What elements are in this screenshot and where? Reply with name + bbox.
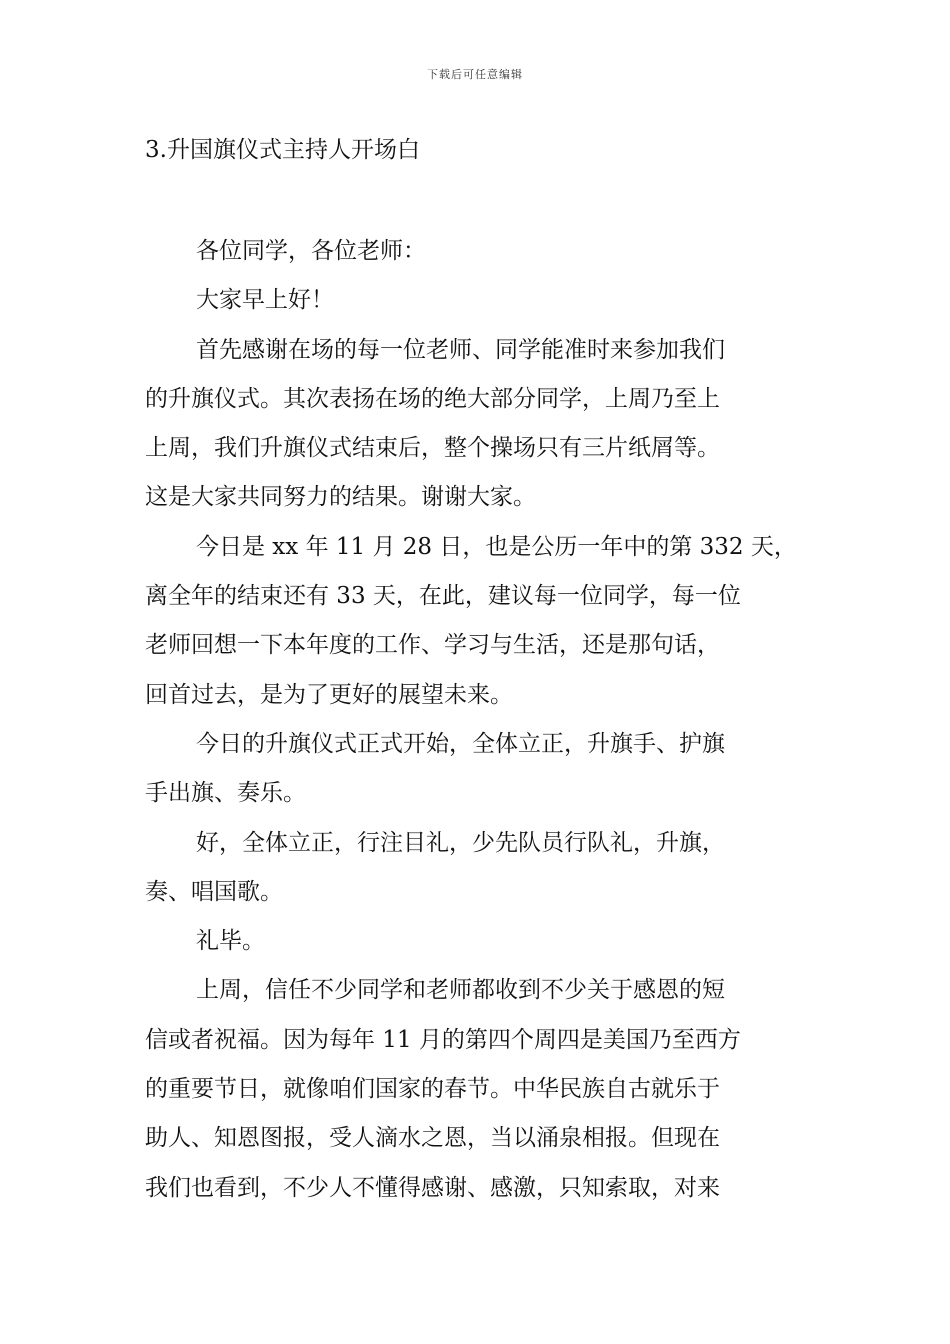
- body-line: 回首过去，是为了更好的展望未来。: [145, 681, 513, 708]
- body-line: 的重要节日，就像咱们国家的春节。中华民族自古就乐于: [145, 1076, 720, 1103]
- body-line: 好，全体立正，行注目礼，少先队员行队礼，升旗，: [196, 829, 725, 856]
- body-line: 礼毕。: [196, 928, 265, 955]
- body-line: 手出旗、奏乐。: [145, 780, 306, 807]
- body-line: 今日是 xx 年 11 月 28 日，也是公历一年中的第 332 天，: [196, 533, 797, 560]
- body-line: 助人、知恩图报，受人滴水之恩，当以涌泉相报。但现在: [145, 1125, 720, 1152]
- body-line: 首先感谢在场的每一位老师、同学能准时来参加我们: [196, 336, 725, 363]
- document-body: [145, 227, 813, 1213]
- body-line: 今日的升旗仪式正式开始，全体立正，升旗手、护旗: [196, 730, 725, 757]
- body-line: 各位同学，各位老师：: [196, 238, 426, 264]
- document-title: 3.升国旗仪式主持人开场白: [145, 137, 420, 163]
- body-line: 上周，我们升旗仪式结束后，整个操场只有三片纸屑等。: [145, 435, 720, 462]
- body-line: 上周，信任不少同学和老师都收到不少关于感恩的短: [196, 977, 725, 1004]
- page-header-note: 下载后可任意编辑: [427, 68, 523, 81]
- body-line: 的升旗仪式。其次表扬在场的绝大部分同学，上周乃至上: [145, 385, 720, 412]
- body-line: 离全年的结束还有 33 天，在此，建议每一位同学，每一位: [145, 583, 741, 610]
- body-line: 我们也看到，不少人不懂得感谢、感激，只知索取，对来: [145, 1174, 720, 1201]
- body-line: 大家早上好！: [196, 287, 334, 314]
- body-line: 这是大家共同努力的结果。谢谢大家。: [145, 484, 536, 511]
- body-line: 老师回想一下本年度的工作、学习与生活，还是那句话，: [145, 632, 720, 659]
- body-line: 信或者祝福。因为每年 11 月的第四个周四是美国乃至西方: [145, 1026, 741, 1053]
- body-line: 奏、唱国歌。: [145, 878, 283, 905]
